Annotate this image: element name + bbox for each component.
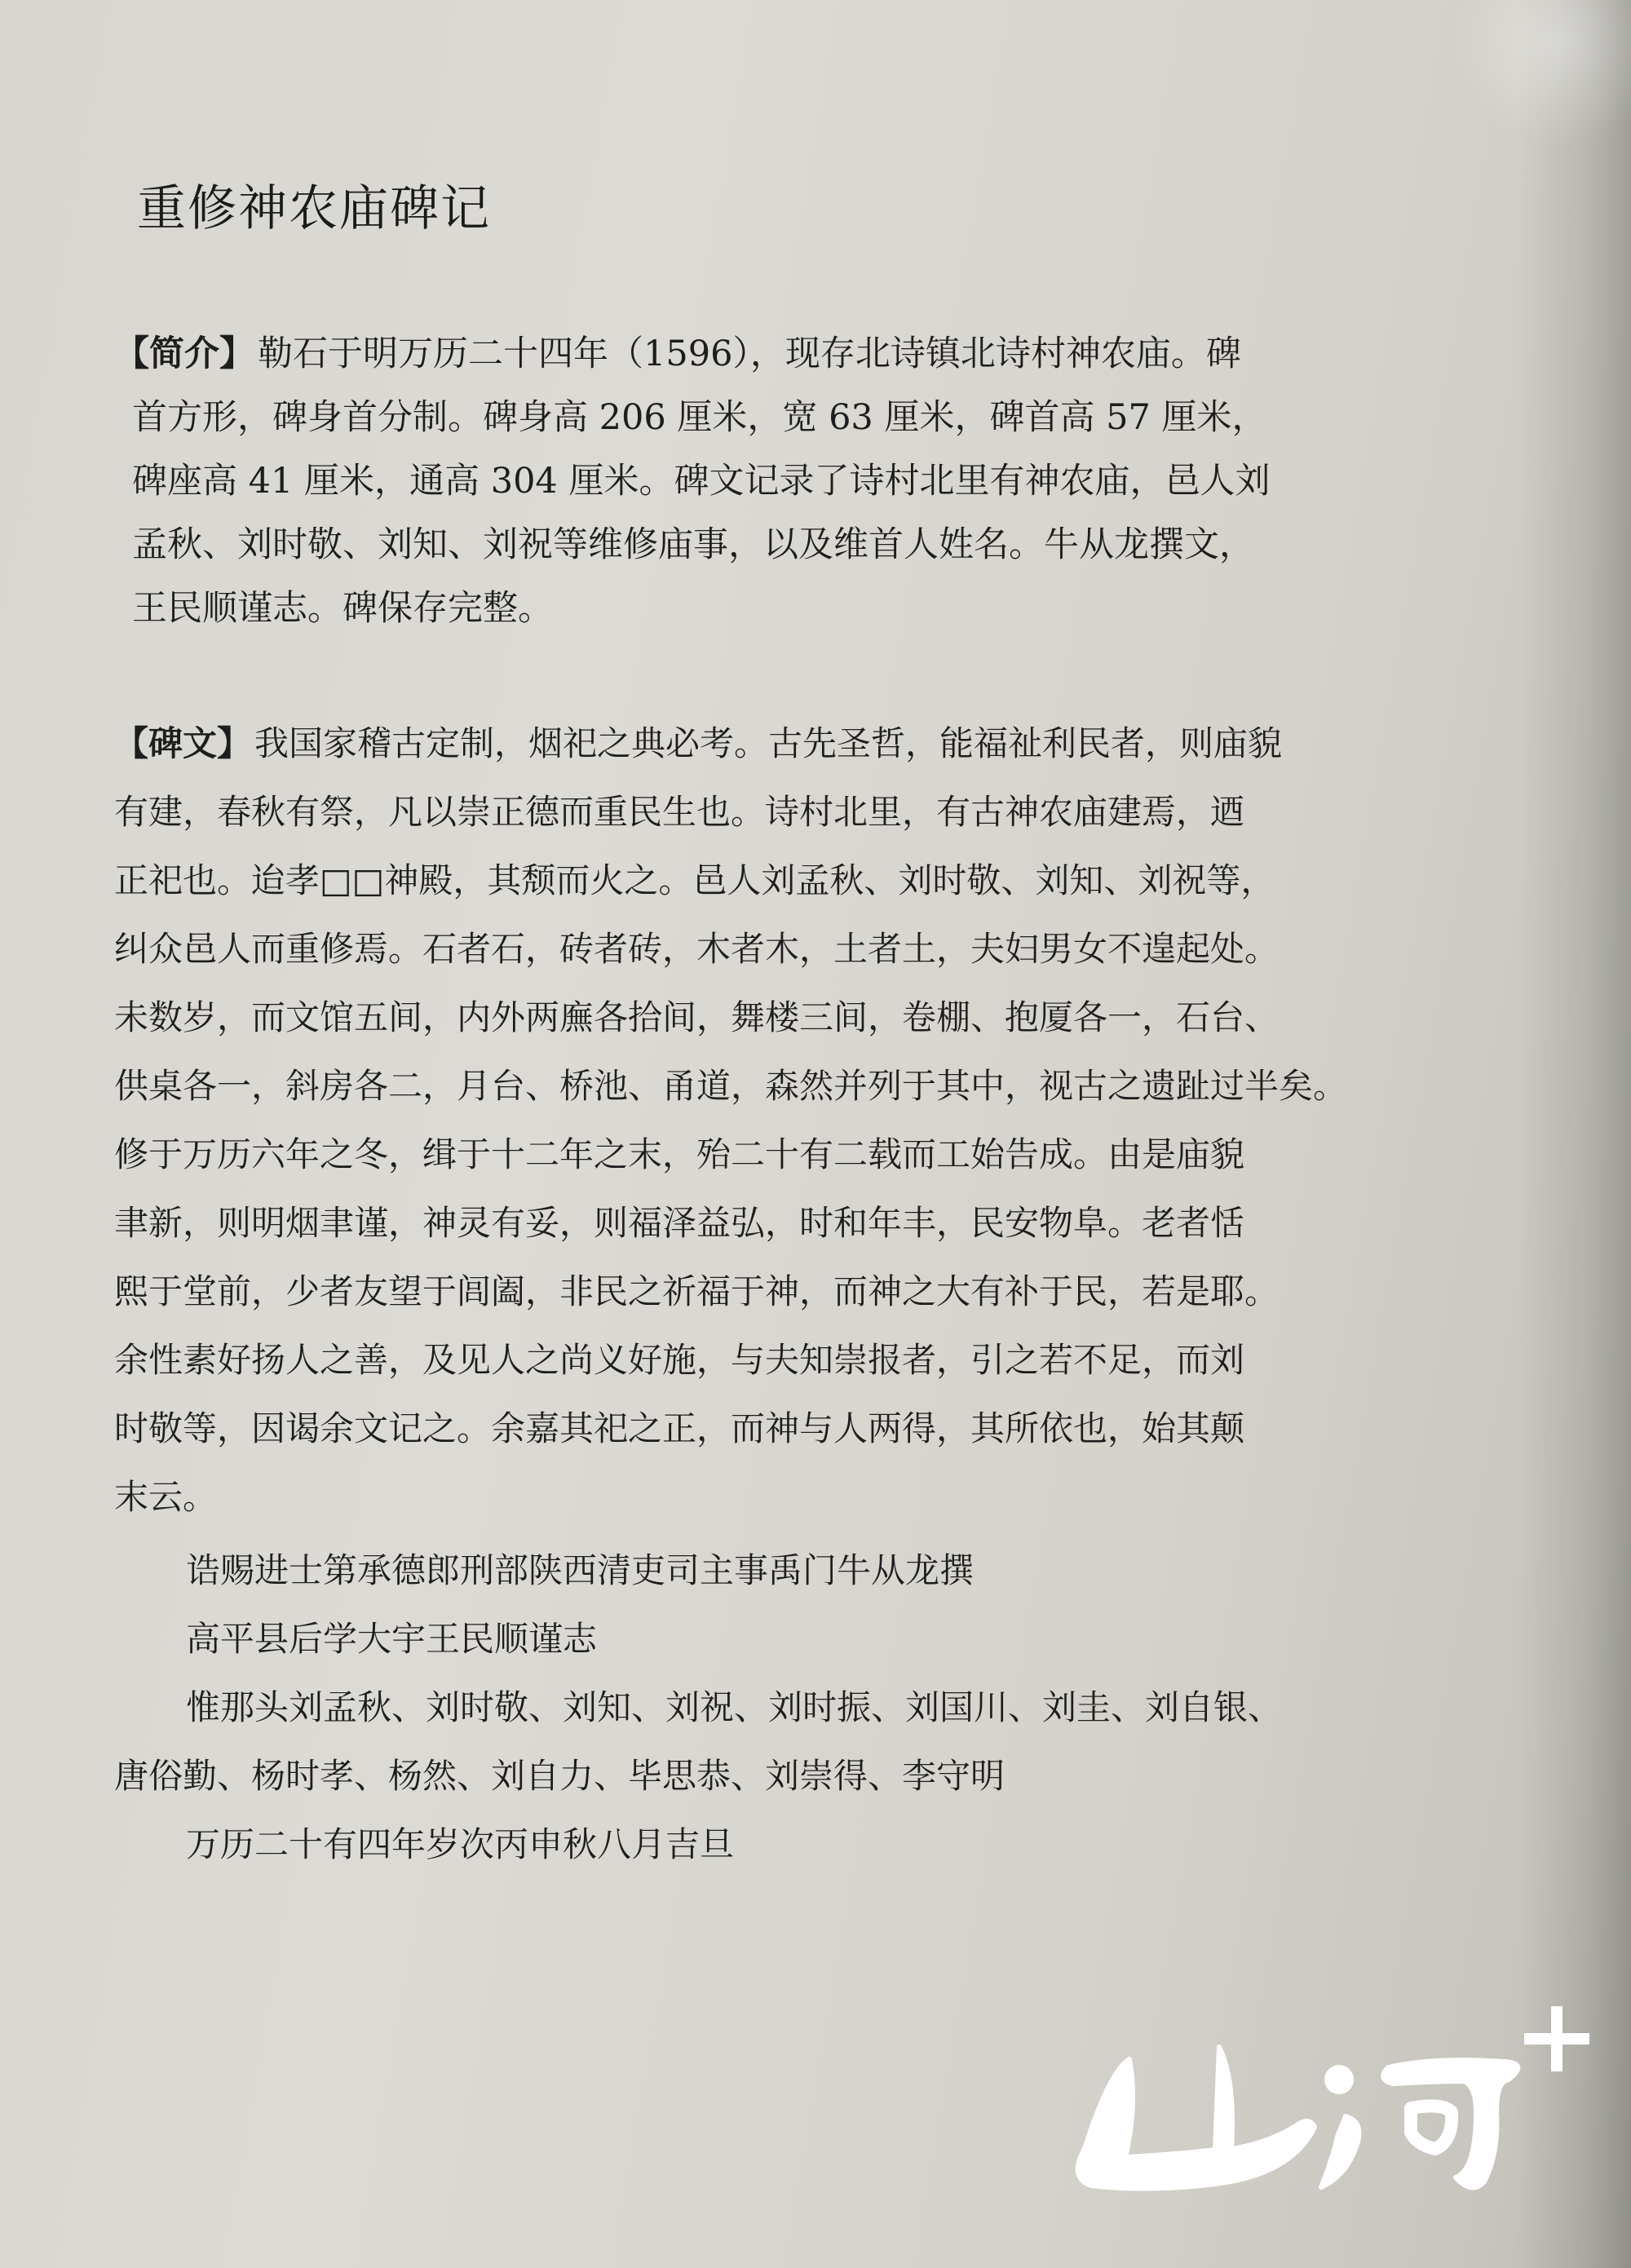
intro-line-5: 王民顺谨志。碑保存完整。 — [132, 588, 553, 629]
inscription-line-3: 正祀也。迨孝□□神殿，其颓而火之。邑人刘孟秋、刘时敬、刘知、刘祝等， — [114, 860, 1275, 900]
watermark-logo — [1052, 1982, 1607, 2226]
inscription-line-10: 余性素好扬人之善，及见人之尚义好施，与夫知崇报者，引之若不足，而刘 — [114, 1340, 1245, 1380]
inscription-section — [114, 710, 1348, 1879]
intro-line-4: 孟秋、刘时敬、刘知、刘祝等维修庙事，以及维首人姓名。牛从龙撰文， — [132, 524, 1254, 565]
inscription-line-4: 纠众邑人而重修焉。石者石，砖者砖，木者木，土者土，夫妇男女不遑起处。 — [114, 929, 1280, 969]
author-credit: 诰赐进士第承德郎刑部陕西清吏司主事禹门牛从龙撰 — [186, 1550, 975, 1590]
leaders-line-2: 唐俗勤、杨时孝、杨然、刘自力、毕思恭、刘崇得、李守明 — [114, 1756, 1006, 1796]
inscription-label: 【碑文】 — [114, 723, 252, 763]
leaders-line-1: 惟那头刘孟秋、刘时敬、刘知、刘祝、刘时振、刘国川、刘圭、刘自银、 — [186, 1687, 1283, 1727]
recorder-credit: 高平县后学大宇王民顺谨志 — [186, 1619, 598, 1659]
inscription-line-5: 未数岁，而文馆五间，内外两廡各拾间，舞楼三间，卷棚、抱厦各一，石台、 — [114, 997, 1280, 1037]
watermark-logo-icon — [1052, 1982, 1607, 2226]
intro-line-3: 碑座高 41 厘米，通高 304 厘米。碑文记录了诗村北里有神农庙，邑人刘 — [132, 461, 1271, 502]
page-title: 重修神农庙碑记 — [137, 180, 491, 237]
inscription-line-6: 供桌各一，斜房各二，月台、桥池、甬道，森然并列于其中，视古之遗趾过半矣。 — [114, 1066, 1348, 1106]
date-line: 万历二十有四年岁次丙申秋八月吉旦 — [186, 1824, 735, 1864]
inscription-line-7: 修于万历六年之冬，缉于十二年之末，殆二十有二载而工始告成。由是庙貌 — [114, 1134, 1245, 1174]
intro-line-1: 【简介】勒石于明万历二十四年（1596），现存北诗镇北诗村神农庙。碑 — [114, 334, 1241, 374]
inscription-line-11: 时敬等，因谒余文记之。余嘉其祀之正，而神与人两得，其所依也，始其颠 — [114, 1408, 1245, 1448]
inscription-line-8: 聿新，则明烟聿谨，神灵有妥，则福泽益弘，时和年丰，民安物阜。老者恬 — [114, 1203, 1245, 1243]
inscription-line-9: 熙于堂前，少者友望于闾阖，非民之祈福于神，而神之大有补于民，若是耶。 — [114, 1271, 1280, 1311]
credits-block — [114, 1536, 1321, 1879]
intro-label: 【简介】 — [114, 334, 254, 374]
inscription-line-12: 末云。 — [114, 1477, 218, 1517]
intro-line-2: 首方形，碑身首分制。碑身高 206 厘米，宽 63 厘米，碑首高 57 厘米， — [132, 397, 1267, 438]
intro-section — [114, 322, 1321, 640]
inscription-line-1: 【碑文】我国家稽古定制，烟祀之典必考。古先圣哲，能福祉利民者，则庙貌 — [114, 723, 1283, 763]
inscription-line-2: 有建，春秋有祭，凡以崇正德而重民生也。诗村北里，有古神农庙建焉，迺 — [114, 792, 1245, 832]
